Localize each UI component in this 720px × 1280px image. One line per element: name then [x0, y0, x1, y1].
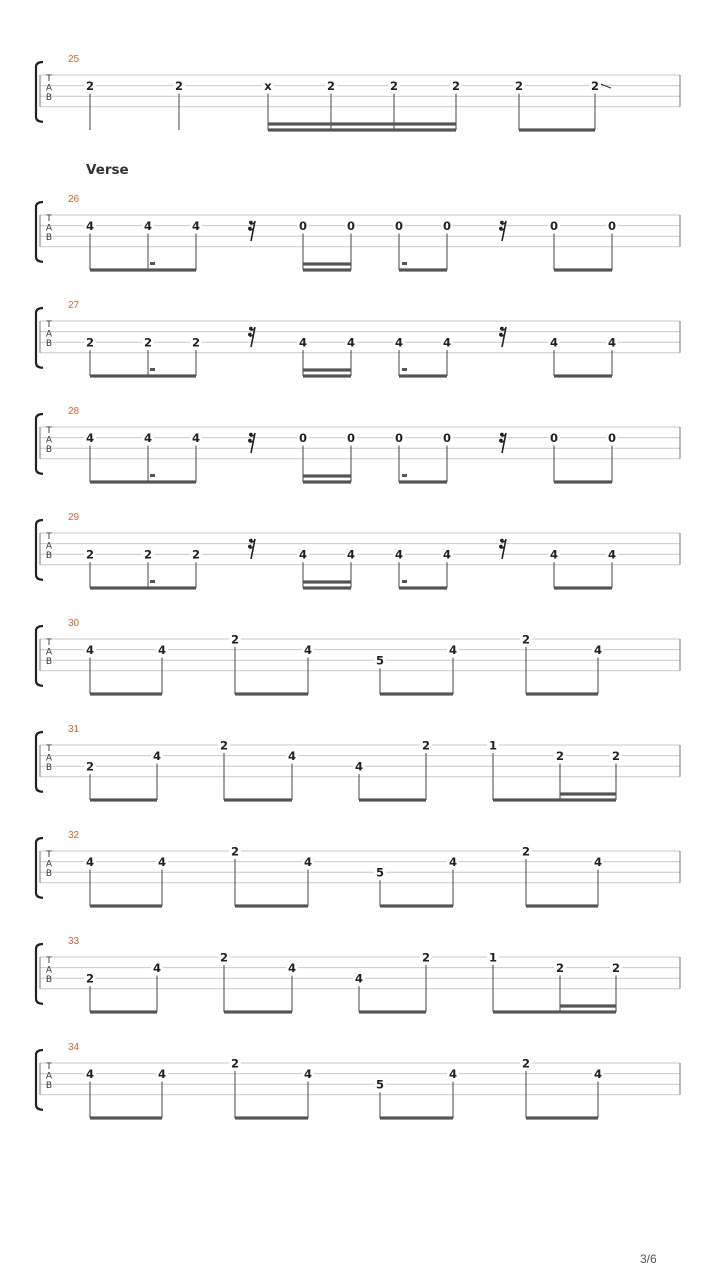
fret-number: 4 — [303, 855, 313, 870]
fret-number: 0 — [298, 431, 308, 446]
fret-number: 2 — [230, 844, 240, 859]
tab-clef-letter: B — [45, 1081, 53, 1091]
beam — [90, 1010, 157, 1013]
fret-number: 0 — [346, 219, 356, 234]
beam — [268, 128, 456, 131]
fret-number: 2 — [521, 1056, 531, 1071]
system-34 — [36, 1042, 680, 1120]
fret-number: 0 — [607, 219, 617, 234]
dot-mark — [402, 474, 407, 477]
fret-number: 4 — [85, 1067, 95, 1082]
system-33 — [36, 936, 680, 1014]
tab-clef-letter: T — [46, 1062, 52, 1072]
fret-number: 4 — [152, 749, 162, 764]
fret-number: 4 — [394, 547, 404, 562]
beam — [224, 798, 292, 801]
tab-clef-letter: T — [46, 956, 52, 966]
fret-number: 4 — [85, 643, 95, 658]
system-30 — [36, 618, 680, 696]
tab-clef-letter: B — [45, 657, 53, 667]
fret-number: 2 — [555, 961, 565, 976]
fret-number: 1 — [488, 950, 498, 965]
fret-number: 4 — [143, 219, 153, 234]
fret-number: 4 — [287, 749, 297, 764]
tab-clef-letter: A — [45, 541, 53, 552]
beam — [90, 798, 157, 801]
fret-number: 0 — [549, 431, 559, 446]
fret-number: 2 — [219, 738, 229, 753]
beam — [560, 1004, 616, 1007]
fret-number: 2 — [590, 79, 600, 94]
beam — [90, 1116, 162, 1119]
system-28 — [36, 406, 680, 484]
fret-number: 4 — [157, 643, 167, 658]
fret-number: 0 — [442, 431, 452, 446]
tab-clef-letter: B — [45, 869, 53, 879]
beam — [90, 374, 196, 377]
fret-number: 4 — [157, 1067, 167, 1082]
beam — [235, 692, 308, 695]
fret-number: 2 — [611, 961, 621, 976]
beam — [554, 480, 612, 483]
beam — [303, 480, 351, 483]
fret-number: 4 — [593, 1067, 603, 1082]
tab-clef-letter: B — [45, 551, 53, 561]
fret-number: 4 — [298, 335, 308, 350]
bar-number: 27 — [68, 300, 80, 311]
fret-number: 2 — [230, 632, 240, 647]
fret-number: 2 — [514, 79, 524, 94]
fret-number: 2 — [85, 79, 95, 94]
rest-flag-dot — [499, 333, 503, 337]
fret-number: 5 — [375, 1077, 385, 1092]
bar-number: 30 — [68, 618, 80, 629]
fret-number: 4 — [303, 1067, 313, 1082]
tab-clef-letter: A — [45, 223, 53, 234]
beam — [399, 586, 447, 589]
rest-flag-dot — [500, 327, 504, 331]
fret-number: 0 — [607, 431, 617, 446]
beam — [268, 122, 456, 125]
beam — [560, 792, 616, 795]
beam — [554, 586, 612, 589]
system-32 — [36, 830, 680, 908]
tab-clef-letter: T — [46, 214, 52, 224]
tab-clef-letter: B — [45, 975, 53, 985]
fret-number: 2 — [451, 79, 461, 94]
fret-number: 5 — [375, 653, 385, 668]
tab-clef-letter: T — [46, 320, 52, 330]
rest-flag-dot — [500, 539, 504, 543]
rest-flag-dot — [248, 545, 252, 549]
rest-flag-dot — [248, 227, 252, 231]
beam — [399, 480, 447, 483]
fret-number: 4 — [191, 219, 201, 234]
fret-number: 1 — [488, 738, 498, 753]
tab-clef-letter: A — [45, 859, 53, 870]
fret-number: 4 — [593, 855, 603, 870]
beam — [303, 474, 351, 477]
bar-number: 31 — [68, 724, 80, 735]
fret-number: 2 — [191, 547, 201, 562]
system-27 — [36, 300, 680, 378]
beam — [303, 586, 351, 589]
fret-number: 4 — [346, 547, 356, 562]
beam — [380, 692, 453, 695]
fret-number: 4 — [448, 643, 458, 658]
fret-number: 4 — [593, 643, 603, 658]
rest-flag-dot — [499, 545, 503, 549]
tab-clef-letter: A — [45, 329, 53, 340]
beam — [90, 268, 196, 271]
beam — [493, 798, 616, 801]
fret-number: 4 — [303, 643, 313, 658]
rest-flag-dot — [249, 433, 253, 437]
dot-mark — [150, 474, 155, 477]
beam — [303, 262, 351, 265]
fret-number: 2 — [85, 335, 95, 350]
fret-number: 4 — [354, 759, 364, 774]
fret-number: 2 — [389, 79, 399, 94]
beam — [359, 798, 426, 801]
fret-number: 2 — [219, 950, 229, 965]
rest-flag-dot — [249, 539, 253, 543]
beam — [359, 1010, 426, 1013]
tab-clef-letter: A — [45, 753, 53, 764]
fret-number: 2 — [326, 79, 336, 94]
beam — [90, 586, 196, 589]
bar-number: 32 — [68, 830, 80, 841]
tab-clef-letter: B — [45, 763, 53, 773]
beam — [554, 374, 612, 377]
rest-flag-dot — [249, 221, 253, 225]
beam — [90, 904, 162, 907]
tab-clef-letter: A — [45, 647, 53, 658]
tab-clef-letter: A — [45, 1071, 53, 1082]
tab-clef-letter: T — [46, 426, 52, 436]
beam — [554, 268, 612, 271]
beam — [399, 374, 447, 377]
fret-number: 4 — [607, 335, 617, 350]
dot-mark — [402, 262, 407, 265]
tab-clef-letter: B — [45, 93, 53, 103]
fret-number: 2 — [421, 738, 431, 753]
fret-number: 4 — [354, 971, 364, 986]
fret-number: x — [264, 79, 272, 94]
system-25 — [36, 54, 680, 132]
system-31 — [36, 724, 680, 802]
beam — [224, 1010, 292, 1013]
beam — [235, 1116, 308, 1119]
bar-number: 28 — [68, 406, 80, 417]
dot-mark — [402, 368, 407, 371]
beam — [303, 374, 351, 377]
beam — [303, 580, 351, 583]
tab-clef-letter: A — [45, 965, 53, 976]
rest-flag-dot — [500, 221, 504, 225]
fret-number: 4 — [394, 335, 404, 350]
fret-number: 0 — [549, 219, 559, 234]
fret-number: 4 — [549, 335, 559, 350]
tab-clef-letter: B — [45, 445, 53, 455]
fret-number: 2 — [143, 547, 153, 562]
fret-number: 4 — [85, 431, 95, 446]
fret-number: 4 — [448, 1067, 458, 1082]
fret-number: 2 — [230, 1056, 240, 1071]
fret-number: 4 — [287, 961, 297, 976]
beam — [526, 692, 598, 695]
fret-number: 4 — [143, 431, 153, 446]
fret-number: 4 — [191, 431, 201, 446]
fret-number: 4 — [442, 335, 452, 350]
beam — [519, 128, 595, 131]
fret-number: 0 — [394, 431, 404, 446]
tab-clef-letter: T — [46, 744, 52, 754]
fret-number: 4 — [157, 855, 167, 870]
fret-number: 4 — [85, 855, 95, 870]
dot-mark — [150, 368, 155, 371]
beam — [399, 268, 447, 271]
rest-flag-dot — [499, 439, 503, 443]
fret-number: 4 — [442, 547, 452, 562]
rest-flag-dot — [499, 227, 503, 231]
fret-number: 4 — [298, 547, 308, 562]
fret-number: 4 — [607, 547, 617, 562]
beam — [90, 692, 162, 695]
bar-number: 26 — [68, 194, 80, 205]
bar-number: 25 — [68, 54, 80, 65]
fret-number: 2 — [521, 632, 531, 647]
fret-number: 0 — [394, 219, 404, 234]
beam — [235, 904, 308, 907]
beam — [90, 480, 196, 483]
rest-flag-dot — [248, 439, 252, 443]
tab-clef-letter: T — [46, 74, 52, 84]
tab-clef-letter: T — [46, 850, 52, 860]
fret-number: 4 — [152, 961, 162, 976]
fret-number: 5 — [375, 865, 385, 880]
beam — [380, 904, 453, 907]
dot-mark — [150, 262, 155, 265]
tab-clef-letter: B — [45, 233, 53, 243]
fret-number: 2 — [611, 749, 621, 764]
tab-clef-letter: T — [46, 638, 52, 648]
fret-number: 0 — [298, 219, 308, 234]
beam — [303, 368, 351, 371]
fret-number: 2 — [174, 79, 184, 94]
bar-number: 33 — [68, 936, 80, 947]
rest-flag-dot — [500, 433, 504, 437]
fret-number: 2 — [85, 547, 95, 562]
fret-number: 2 — [521, 844, 531, 859]
beam — [526, 904, 598, 907]
page-number: 3/6 — [640, 1252, 657, 1266]
rest-flag-dot — [248, 333, 252, 337]
fret-number: 2 — [191, 335, 201, 350]
system-26 — [36, 162, 680, 272]
tab-clef-letter: A — [45, 435, 53, 446]
beam — [526, 1116, 598, 1119]
fret-number: 2 — [85, 759, 95, 774]
fret-number: 2 — [421, 950, 431, 965]
system-29 — [36, 512, 680, 590]
tab-clef-letter: A — [45, 83, 53, 94]
fret-number: 0 — [346, 431, 356, 446]
tab-clef-letter: T — [46, 532, 52, 542]
fret-number: 2 — [143, 335, 153, 350]
rest-flag-dot — [249, 327, 253, 331]
tab-clef-letter: B — [45, 339, 53, 349]
fret-number: 4 — [549, 547, 559, 562]
dot-mark — [150, 580, 155, 583]
bar-number: 34 — [68, 1042, 80, 1053]
section-label: Verse — [86, 162, 129, 178]
beam — [493, 1010, 616, 1013]
bar-number: 29 — [68, 512, 80, 523]
fret-number: 4 — [448, 855, 458, 870]
fret-number: 4 — [85, 219, 95, 234]
fret-number: 2 — [85, 971, 95, 986]
fret-number: 4 — [346, 335, 356, 350]
dot-mark — [402, 580, 407, 583]
fret-number: 0 — [442, 219, 452, 234]
fret-number: 2 — [555, 749, 565, 764]
beam — [380, 1116, 453, 1119]
beam — [303, 268, 351, 271]
